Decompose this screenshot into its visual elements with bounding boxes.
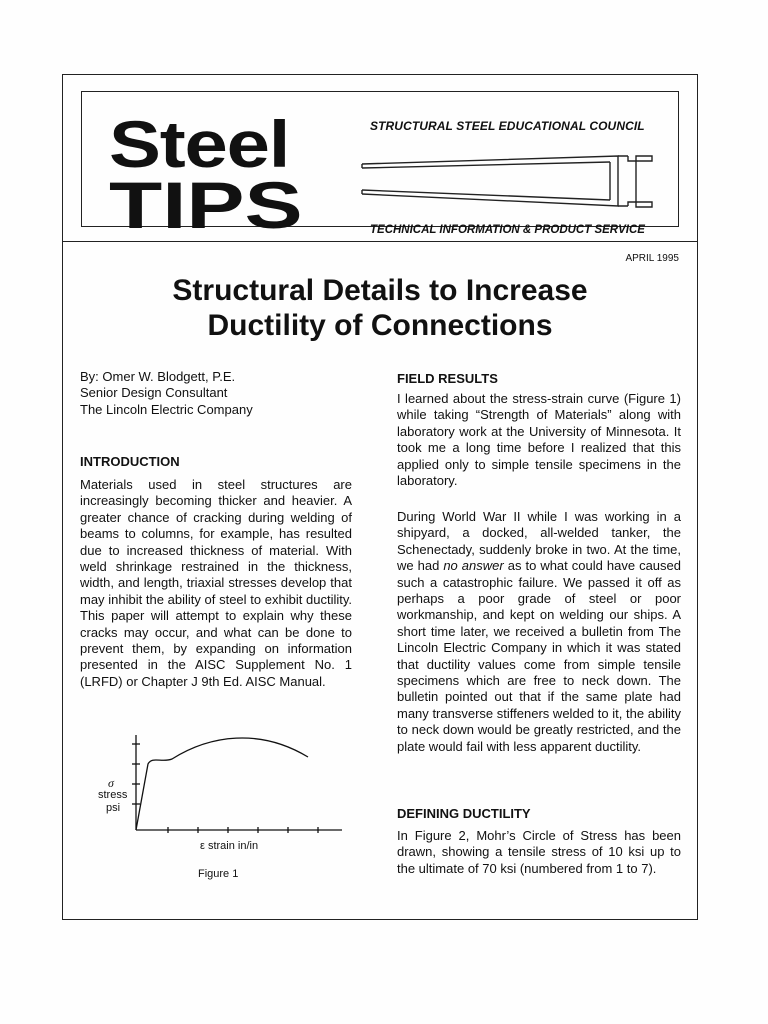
masthead bbox=[81, 91, 679, 242]
field-results-text-2b: as to what could have caused such a catastrophic failure. We passed it off as perhaps a poor grade of steel or poor workmanship, and kept on welding our ships. A short time later, we received a bulletin from The Lincoln Electric Company in which it was stated that ductility values come from simple tensile specimens which are free to neck down. The bulletin pointed out that if the same plate had many transverse stiffeners welded to it, the ability to neck down would be greatly restricted, and the plate would fail with less apparent ductility. bbox=[397, 558, 681, 754]
field-results-heading: FIELD RESULTS bbox=[397, 371, 498, 386]
header-divider bbox=[63, 241, 697, 242]
author: By: Omer W. Blodgett, P.E. bbox=[80, 369, 236, 384]
logo-line-tips: TIPS bbox=[109, 168, 303, 242]
emphasis-no-answer: no answer bbox=[443, 558, 504, 574]
y-axis-label-stress: stress bbox=[98, 789, 128, 801]
title-line-1: Structural Details to Increase bbox=[172, 274, 588, 307]
figure-1 bbox=[80, 730, 352, 895]
article-title bbox=[63, 273, 697, 343]
introduction-heading: INTRODUCTION bbox=[80, 454, 180, 469]
steel-tips-logo bbox=[109, 107, 324, 242]
byline bbox=[80, 369, 352, 418]
defining-ductility-paragraph bbox=[397, 828, 681, 877]
title-line-2: Ductility of Connections bbox=[207, 309, 553, 342]
council-name: STRUCTURAL STEEL EDUCATIONAL COUNCIL bbox=[370, 119, 645, 133]
y-axis-label-psi: psi bbox=[106, 802, 121, 814]
defining-ductility-text: In Figure 2, Mohr’s Circle of Stress has been drawn, showing a tensile stress of 10 ksi up to the ultimate of 70 ksi (numbered from 1 to 7). bbox=[397, 828, 681, 876]
defining-ductility-heading: DEFINING DUCTILITY bbox=[397, 806, 531, 821]
field-results-paragraph-2 bbox=[397, 509, 681, 755]
sigma-symbol: σ bbox=[108, 776, 114, 790]
introduction-text bbox=[80, 477, 352, 690]
stress-strain-curve bbox=[80, 730, 352, 890]
introduction-paragraph: Materials used in steel structures are increasingly becoming thicker and heavier. A greater chance of cracking during welding of beams to columns, for example, has resulted due to increased thickness of material. With weld shrinkage restrained in the thickness, width, and length, triaxial stresses develop that may inhibit the ability of steel to exhibit ductility. This paper will attempt to explain why these cracks may occur, and what can be done to prevent them, by expanding on information presented in the AISC Supplement No. 1 (LRFD) or Chapter J 9th Ed. AISC Manual. bbox=[80, 477, 352, 689]
logo-line-steel: Steel bbox=[109, 107, 290, 181]
i-beam-icon bbox=[360, 150, 660, 214]
field-results-text-1: I learned about the stress-strain curve (Figure 1) while taking “Strength of Materials” along with laboratory work at the University of Minnesota. It took me a long time before I realized that this applied only to simple tensile specimens in the laboratory. bbox=[397, 391, 681, 489]
x-axis-label: ε strain in/in bbox=[200, 840, 259, 852]
field-results-text-2 bbox=[397, 509, 681, 755]
field-results-text-2a: During World War II while I was working in a shipyard, a docked, all-welded tanker, the Schenectady, suddenly broke in two. At the time, we had bbox=[397, 509, 681, 574]
field-results-paragraph-1 bbox=[397, 391, 681, 489]
author-company: The Lincoln Electric Company bbox=[80, 401, 253, 417]
author-position: Senior Design Consultant bbox=[80, 385, 228, 401]
page-frame bbox=[62, 74, 698, 920]
issue-date: APRIL 1995 bbox=[625, 253, 679, 264]
figure-caption: Figure 1 bbox=[198, 868, 239, 880]
service-name: TECHNICAL INFORMATION & PRODUCT SERVICE bbox=[370, 224, 645, 236]
